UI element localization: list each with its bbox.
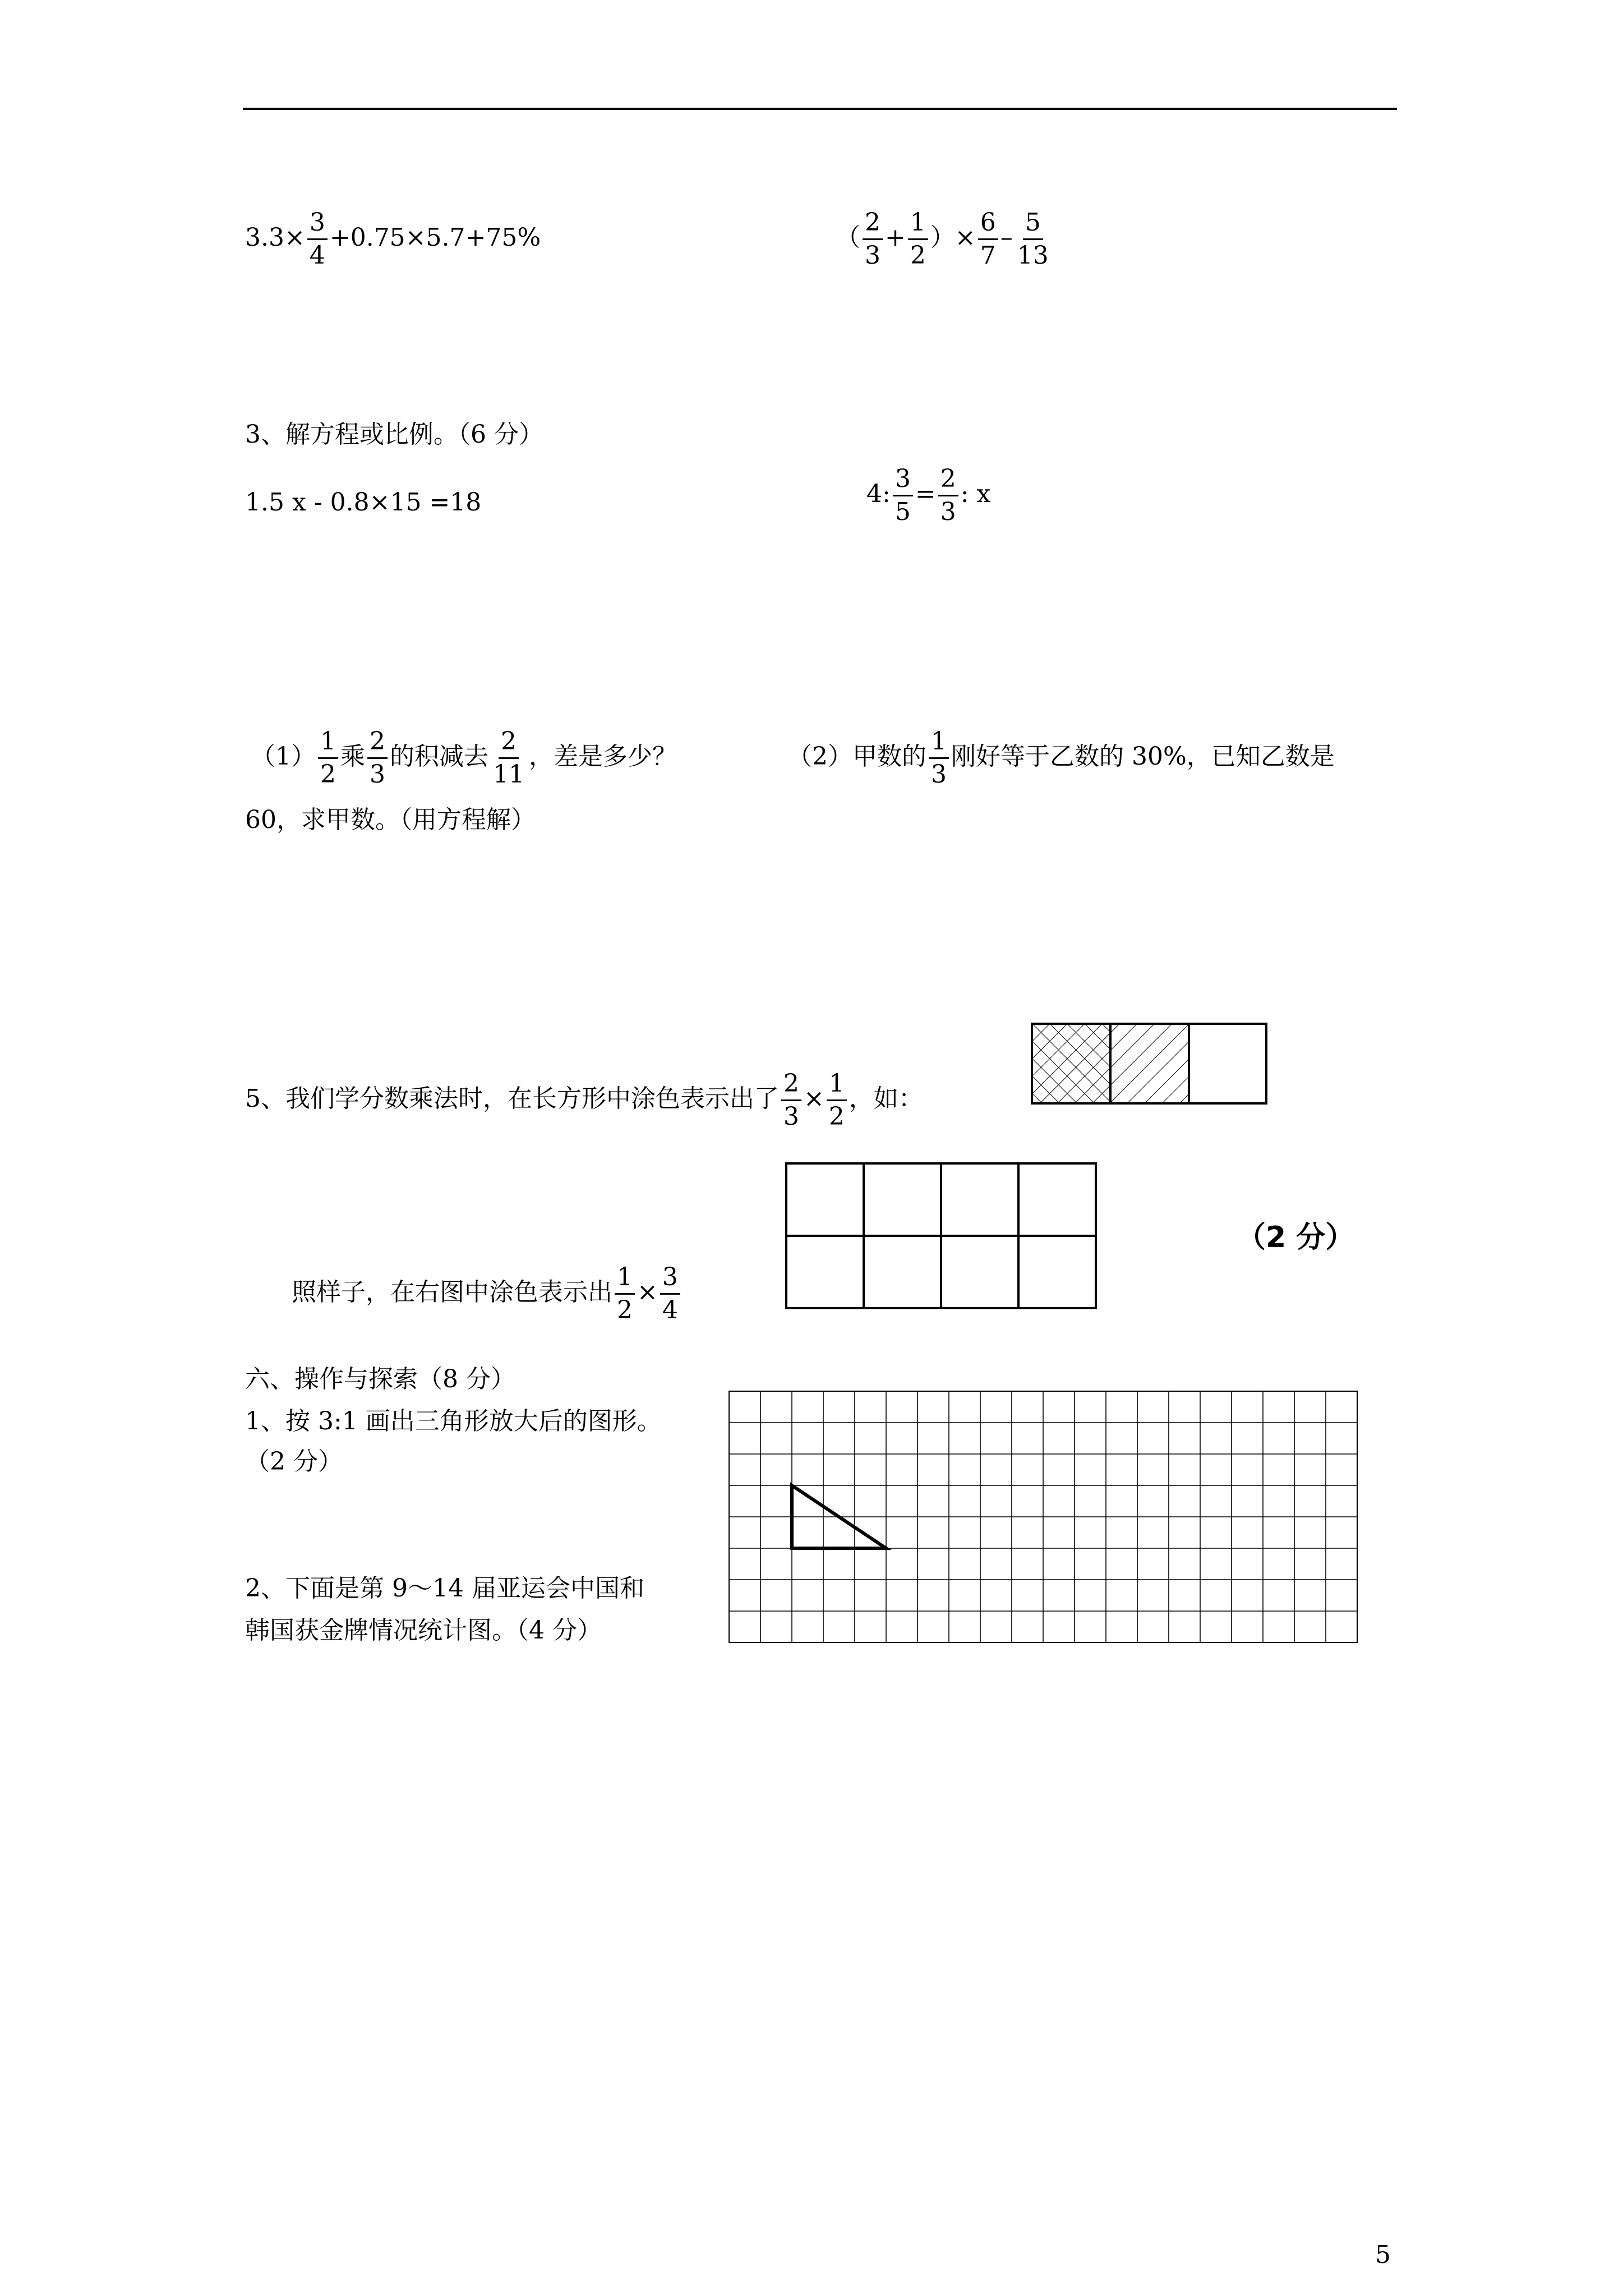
section-5-score: （2 分） <box>1237 1221 1355 1254</box>
fraction: $\frac{1}{2}$ <box>908 210 928 268</box>
fraction: $\frac{1}{2}$ <box>827 1071 847 1129</box>
example-cell-2 <box>1110 1024 1189 1103</box>
equation-2: 4: $\frac{3}{5}$ = $\frac{2}{3}$ : x <box>866 464 991 526</box>
example-cell-1-cross <box>1032 1024 1110 1103</box>
square-grid[interactable] <box>729 1391 1357 1644</box>
fraction: $\frac{2}{3}$ <box>781 1071 801 1129</box>
section-6-q2-line2: 韩国获金牌情况统计图。（4 分） <box>245 1616 602 1645</box>
fraction: $\frac{3}{4}$ <box>307 210 328 268</box>
section-6-title: 六、操作与探索（8 分） <box>245 1365 515 1393</box>
fraction: $\frac{1}{3}$ <box>929 729 949 787</box>
fraction: $\frac{2}{11}$ <box>493 727 524 789</box>
page-number: 5 <box>1375 2240 1391 2269</box>
fraction: $\frac{1}{2}$ <box>615 1265 635 1323</box>
blank-grid-rectangle[interactable] <box>785 1162 1099 1311</box>
example-shaded-rectangle <box>1032 1024 1267 1105</box>
section-5-prompt: 5、我们学分数乘法时，在长方形中涂色表示出了 $\frac{2}{3}$ × $\frac{1}{2}$ ，如： <box>245 1069 923 1131</box>
fraction: $\frac{2}{3}$ <box>938 467 958 524</box>
fraction: $\frac{6}{7}$ <box>978 210 998 268</box>
section-6-q1-line2: （2 分） <box>245 1447 343 1476</box>
fraction: $\frac{1}{2}$ <box>318 729 338 787</box>
word-problem-2-line2: 60，求甲数。（用方程解） <box>245 806 536 834</box>
fraction: $\frac{3}{5}$ <box>893 467 913 524</box>
section-3-title: 3、解方程或比例。（6 分） <box>245 420 543 449</box>
section-6-q1-line1: 1、按 3:1 画出三角形放大后的图形。 <box>245 1407 662 1435</box>
calc-expr-2: （ $\frac{2}{3}$ + $\frac{1}{2}$ ）× $\frac{6}{7}$ – $\frac{5}{13}$ <box>836 210 1053 268</box>
section-5-task: 照样子，在右图中涂色表示出 $\frac{1}{2}$ × $\frac{3}{4}$ <box>292 1265 683 1323</box>
fraction: $\frac{5}{13}$ <box>1017 208 1049 270</box>
equation-1: 1.5 x - 0.8×15 =18 <box>245 488 482 517</box>
word-problem-2: （2）甲数的 $\frac{1}{3}$ 刚好等于乙数的 30%，已知乙数是 <box>787 727 1335 789</box>
fraction: $\frac{2}{3}$ <box>863 210 883 268</box>
fraction: $\frac{2}{3}$ <box>367 729 388 787</box>
calc-expr-1: 3.3× $\frac{3}{4}$ +0.75×5.7+75% <box>245 208 541 270</box>
word-problem-1: （1） $\frac{1}{2}$ 乘 $\frac{2}{3}$ 的积减去 $\frac{2}{11}$ ，差是多少？ <box>251 727 677 789</box>
fraction: $\frac{3}{4}$ <box>660 1265 680 1323</box>
header-rule <box>243 108 1397 110</box>
section-6-q2-line1: 2、下面是第 9～14 届亚运会中国和 <box>245 1574 644 1603</box>
